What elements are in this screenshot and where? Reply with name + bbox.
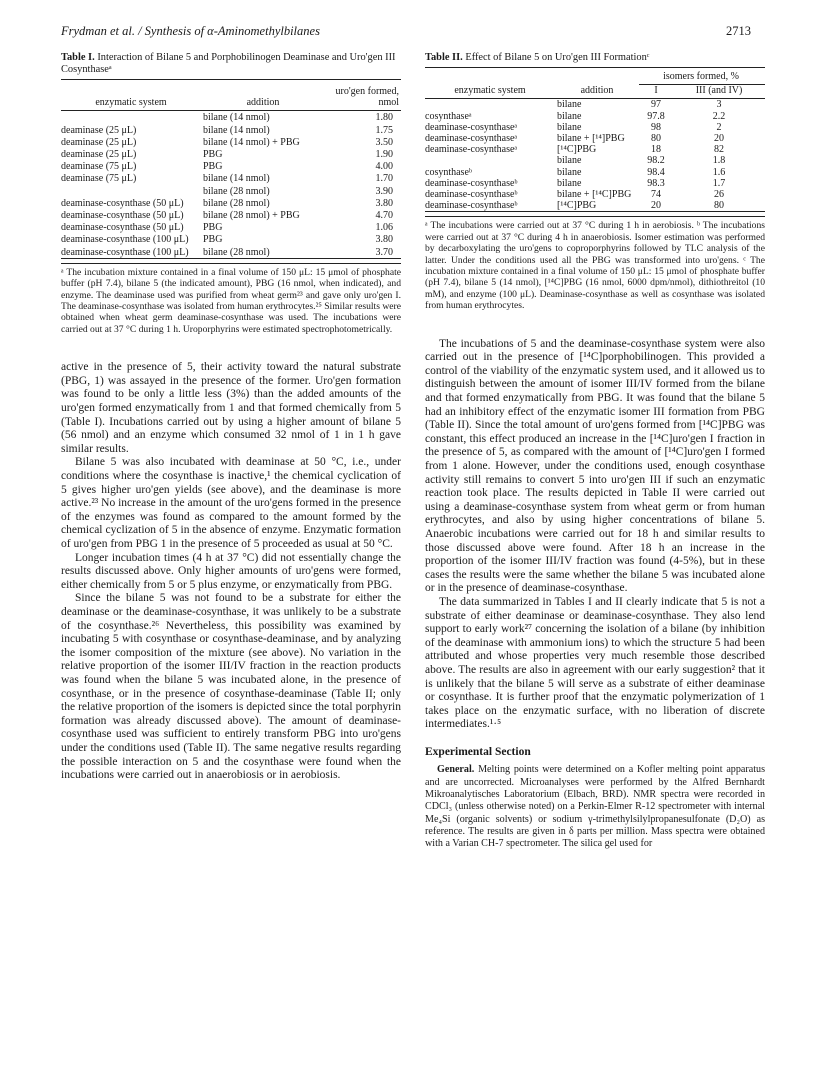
table-cell: 1.8: [712, 155, 726, 167]
table-cell: bilane: [557, 155, 582, 167]
table-cell: PBG: [203, 161, 223, 173]
table-row: [425, 133, 765, 144]
table-cell: 2: [716, 121, 722, 133]
table-cell: deaminase-cosynthaseᵃ: [425, 144, 518, 156]
table-row: [425, 99, 765, 111]
table-cell: deaminase-cosynthaseᵃ: [425, 121, 518, 133]
table-row: [61, 124, 401, 136]
table-cell: 80: [714, 200, 725, 212]
table-cell: 98.4: [647, 166, 665, 178]
table-row: [61, 185, 401, 197]
left-body-text: [61, 361, 401, 782]
table-cell: bilane (14 nmol): [203, 173, 270, 185]
experimental-section-title: Experimental Section: [425, 745, 531, 758]
page-number: 2713: [726, 24, 751, 38]
table-cell: [425, 155, 557, 166]
table1-caption-label: Table I.: [61, 52, 95, 63]
left-paragraph: Since the bilane 5 was not found to be a substrate for either the deaminase or the deaminase-cosynthase, it was unlikely to be a substrate of the cosynthase.²⁶ Nevertheless, this possibility was examined by incubating 5 with cosynthase or cosynthase-deaminase, and by analyzing the isomer composition of the mixture (see above). No variation in the relative proportion of the isomer III/IV fraction in the reaction products was found when the bilane 5 was incubated alone, in the presence of cosynthase, or in the presence of cosynthase-deaminase (Table II; only the relative proportion of the isomers is depicted since the total porphyrin formation was already discussed above). The amount of deaminase-cosynthase used was sufficient to entirely transform PBG into uro'gens under the conditions used (Table II). The same negative results regarding the possible interaction on 5 and the cosynthase were found when the incubations were carried out in anaerobiosis or in aerobiosis.: [61, 592, 401, 782]
table-cell: bilane + [¹⁴]PBG: [557, 133, 625, 145]
table-cell: 20: [651, 200, 662, 212]
table-row: [425, 122, 765, 133]
table-row: [61, 246, 401, 259]
table1-caption-text: Interaction of Bilane 5 and Porphobilinogen Deaminase and Uro'gen III Cosynthaseᵃ: [61, 52, 396, 75]
table-cell: deaminase-cosynthase (50 μL): [61, 210, 184, 222]
left-column: [61, 52, 401, 783]
table-cell: deaminase (25 μL): [61, 136, 137, 148]
left-paragraph: Bilane 5 was also incubated with deaminase at 50 °C, i.e., under conditions where the cosynthase is inactive,¹ the chemical cyclication of 5 gives higher uro'gen yields (see above), and the deaminase is more active.²³ No increase in the amount of the uro'gens formed in the presence of the enzymes was found as compared to the amount formed by the chemical cyclization of 5 in the absence of enzyme. Enzymatic formation of uro'gen from PBG 1 in the presence of 5 proceeded as usual at 50 °C.: [61, 456, 401, 550]
table-cell: 1.6: [712, 166, 726, 178]
table-cell: deaminase-cosynthaseᵇ: [425, 189, 518, 201]
table-cell: [61, 111, 203, 124]
table1-caption: [61, 52, 401, 76]
table-cell: bilane: [557, 166, 582, 178]
table-cell: bilane: [557, 99, 582, 111]
table-cell: 4.00: [375, 161, 393, 173]
table-cell: 98.3: [647, 177, 665, 189]
table-cell: 74: [651, 189, 662, 201]
table-row: [61, 172, 401, 184]
table2-caption-label: Table II.: [425, 52, 463, 63]
table-cell: bilane (28 nmol) + PBG: [203, 210, 300, 222]
right-column: [425, 52, 765, 850]
table-cell: 20: [714, 133, 725, 145]
table2-footnote: ᵃ The incubations were carried out at 37 °C during 1 h in aerobiosis. ᵇ The incubations were carried out at 37 °C during 4 h in anaerobiosis. Isomer estimation was performed by decarboxylating the uro'gens to coproporphyrins followed by TLC analysis of the latter. Under the conditions used all the PBG was transformed into uro'gens. ᶜ The incubation mixture contained in a final volume of 150 μL: 15 μmol of phosphate buffer (pH 7.4), bilane 5 (14 nmol), [¹⁴C]PBG (16 nmol, 6000 dpm/nmol), dithiothreitol (10 mM), and enzyme (100 μL). Deaminase-cosynthase as well as cosynthase was isolated from human erythrocytes.: [425, 216, 765, 311]
table-row: [61, 136, 401, 148]
left-paragraph: active in the presence of 5, their activity toward the natural substrate (PBG, 1) was assayed in the presence of the former. Uro'gen formation was found to be only a little less (3%) than the added amounts of the uro'gen formed enzymatically from 1 and that formed chemically from 5 (Table I). Incubations carried out by using a higher amount of bilane 5 (56 nmol) and an enzyme which consumed 32 nmol of 1 in 1 h gave similar results.: [61, 361, 401, 455]
table-cell: bilane: [557, 121, 582, 133]
table-cell: deaminase-cosynthaseᵇ: [425, 200, 518, 212]
table-cell: bilane: [557, 110, 582, 122]
table1: [61, 79, 401, 259]
table-cell: bilane (14 nmol): [203, 112, 270, 124]
right-paragraph: The incubations of 5 and the deaminase-cosynthase system were also carried out in the presence of [¹⁴C]porphobilinogen. This provided a control of the viability of the enzymatic system used, and it allowed us to distinguish between the amount of isomer III/IV formed from the bilane and that formed enzymatically from PBG. It was found that the bilane 5 had an inhibitory effect of the enzymatic isomer III formation from PBG (Table II). Since the total amount of uro'gens formed from [¹⁴C]PBG was constant, this effect produced an increase in the [¹⁴C]uro'gen I fraction in the presence of 5, as compared with the amount of [¹⁴C]uro'gen I formed from 1 alone. However, under the conditions used, enough cosynthase activity still remains to convert 5 into uro'gen III if such an enzymatic reaction took place. The results depicted in Table II were carried out using a deaminase-cosynthase system from wheat germ or from human erythrocytes, and also by using higher concentrations of bilane 5. Anaerobic incubations were carried out for 18 h and similar results to those discussed above were found. After 18 h an increase in the proportion of the isomer III/IV fraction was found (4-5%), but in these cases the results were the same whether the bilane 5 was incubated alone or in the presence of deaminase-cosynthase.: [425, 337, 765, 595]
right-body-text: [425, 338, 765, 732]
table-cell: 18: [651, 144, 662, 156]
table-cell: 1.75: [375, 124, 393, 136]
table-cell: deaminase-cosynthase (100 μL): [61, 234, 189, 246]
table-cell: PBG: [203, 149, 223, 161]
table2-header-system: enzymatic system: [454, 85, 526, 97]
table-cell: bilane (28 nmol): [203, 185, 270, 197]
table-cell: deaminase-cosynthase (50 μL): [61, 222, 184, 234]
table-row: [61, 197, 401, 209]
table2-group-header: isomers formed, %: [639, 68, 765, 85]
table-cell: bilane (14 nmol): [203, 124, 270, 136]
table-cell: 3.80: [375, 197, 393, 209]
table-cell: cosynthaseᵃ: [425, 110, 472, 122]
table-row: [425, 144, 765, 155]
table-cell: PBG: [203, 234, 223, 246]
table-row: [425, 189, 765, 200]
table-cell: 1.7: [712, 177, 726, 189]
table2-header-isomer-iii: III (and IV): [695, 85, 743, 97]
table-cell: 1.80: [375, 112, 393, 124]
table-cell: 4.70: [375, 210, 393, 222]
table-cell: deaminase-cosynthase (100 μL): [61, 246, 189, 258]
table-cell: 1.70: [375, 173, 393, 185]
left-paragraph: Longer incubation times (4 h at 37 °C) did not essentially change the results discussed above. Only higher amounts of uro'gens were formed, either chemically from 5 or 5 plus enzyme, or enzymatically from PBG.: [61, 551, 401, 591]
table-row: [425, 111, 765, 122]
table-cell: 98.2: [647, 155, 665, 167]
table-cell: deaminase-cosynthase (50 μL): [61, 197, 184, 209]
table-cell: deaminase (75 μL): [61, 173, 137, 185]
table-cell: bilane + [¹⁴C]PBG: [557, 189, 632, 201]
right-paragraph: The data summarized in Tables I and II clearly indicate that 5 is not a substrate of either deaminase or deaminase-cosynthase. They also lend support to early work²⁷ concerning the isolation of a bilane (by inhibition of the deaminase with ammonium ions) to which the structure 5 had been attributed and whose properties very much resemble those described above. The results are also in agreement with our early suggestion² that it is unlikely that the bilane 5 will serve as a substrate of either deaminase or cosynthase. It is further proof that the enzymatic polymerization of 1 takes place on the enzymatic surface, with no liberation of discrete intermediates.¹·⁵: [425, 595, 765, 731]
experimental-body: Melting points were determined on a Kofler melting point apparatus and are uncorrected. Microanalyses were performed by the Alfred Bernhardt Mikroanalytisches Laboratorium (Elbach, BRD). NMR spectra were recorded in CDCl₃ (unless otherwise noted) on a Perkin-Elmer R-12 spectrometer with internal Me₄Si (organic solvents) or sodium γ-trimethylsilylpropanesulfonate (D₂O) as reference. The results are given in δ parts per million. Mass spectra were obtained with a Varian CH-7 spectrometer. The silica gel used for: [425, 764, 765, 850]
table-cell: 3.50: [375, 136, 393, 148]
table2-caption-text: Effect of Bilane 5 on Uro'gen III Formationᶜ: [465, 52, 650, 63]
table-cell: [61, 185, 203, 197]
table-cell: bilane: [557, 177, 582, 189]
table1-header-formed: uro'gen formed, nmol: [335, 86, 399, 109]
table-cell: [425, 99, 557, 111]
table-row: [61, 111, 401, 124]
table-cell: 2.2: [712, 110, 726, 122]
table-cell: 98: [651, 121, 662, 133]
table-cell: 80: [651, 133, 662, 145]
table-row: [425, 200, 765, 212]
table-cell: PBG: [203, 222, 223, 234]
experimental-text: [425, 764, 765, 850]
table2: [425, 67, 765, 212]
table-cell: cosynthaseᵇ: [425, 166, 472, 178]
table2-header-isomer-i: I: [654, 85, 658, 97]
table-cell: [¹⁴C]PBG: [557, 144, 597, 156]
table-row: [61, 221, 401, 233]
table2-header-addition: addition: [580, 85, 614, 97]
table-cell: bilane (14 nmol) + PBG: [203, 136, 300, 148]
table-cell: deaminase (25 μL): [61, 149, 137, 161]
table-cell: 3.80: [375, 234, 393, 246]
table-row: [61, 148, 401, 160]
table-cell: 1.06: [375, 222, 393, 234]
table-cell: deaminase (25 μL): [61, 124, 137, 136]
table-cell: 1.90: [375, 149, 393, 161]
table-cell: [¹⁴C]PBG: [557, 200, 597, 212]
table-row: [61, 160, 401, 172]
table2-caption: [425, 52, 765, 64]
table-cell: 97.8: [647, 110, 665, 122]
table-row: [61, 233, 401, 245]
table-cell: 3: [716, 99, 722, 111]
table-cell: 97: [651, 99, 662, 111]
table1-footnote: ᵃ The incubation mixture contained in a final volume of 150 μL: 15 μmol of phosphate buffer (pH 7.4), bilane 5 (the indicated amount), PBG (16 nmol, when indicated), and enzyme. The deaminase used was purified from wheat germ²³ and gave only uro'gen I. The deaminase-cosynthase was isolated from human erythrocytes.²⁵ Similar results were obtained when wheat germ deaminase-cosynthase was used. The incubations were carried out at 37 °C during 1 h. Uroporphyrins were estimated spectrophotometrically.: [61, 263, 401, 335]
table-row: [425, 178, 765, 189]
table-cell: 82: [714, 144, 725, 156]
table-cell: deaminase (75 μL): [61, 161, 137, 173]
table-cell: deaminase-cosynthaseᵃ: [425, 133, 518, 145]
table-cell: 3.70: [375, 246, 393, 258]
table1-header-addition: addition: [246, 97, 280, 109]
table1-header-system: enzymatic system: [95, 97, 167, 109]
table-cell: bilane (28 nmol): [203, 246, 270, 258]
table-row: [61, 209, 401, 221]
table-cell: deaminase-cosynthaseᵇ: [425, 177, 518, 189]
table-row: [425, 167, 765, 178]
table-cell: bilane (28 nmol): [203, 197, 270, 209]
table-cell: 3.90: [375, 185, 393, 197]
table-cell: 26: [714, 189, 725, 201]
table-row: [425, 155, 765, 166]
experimental-lead: General.: [437, 764, 475, 776]
running-header-title: Frydman et al. / Synthesis of α-Aminomethylbilanes: [61, 24, 320, 38]
